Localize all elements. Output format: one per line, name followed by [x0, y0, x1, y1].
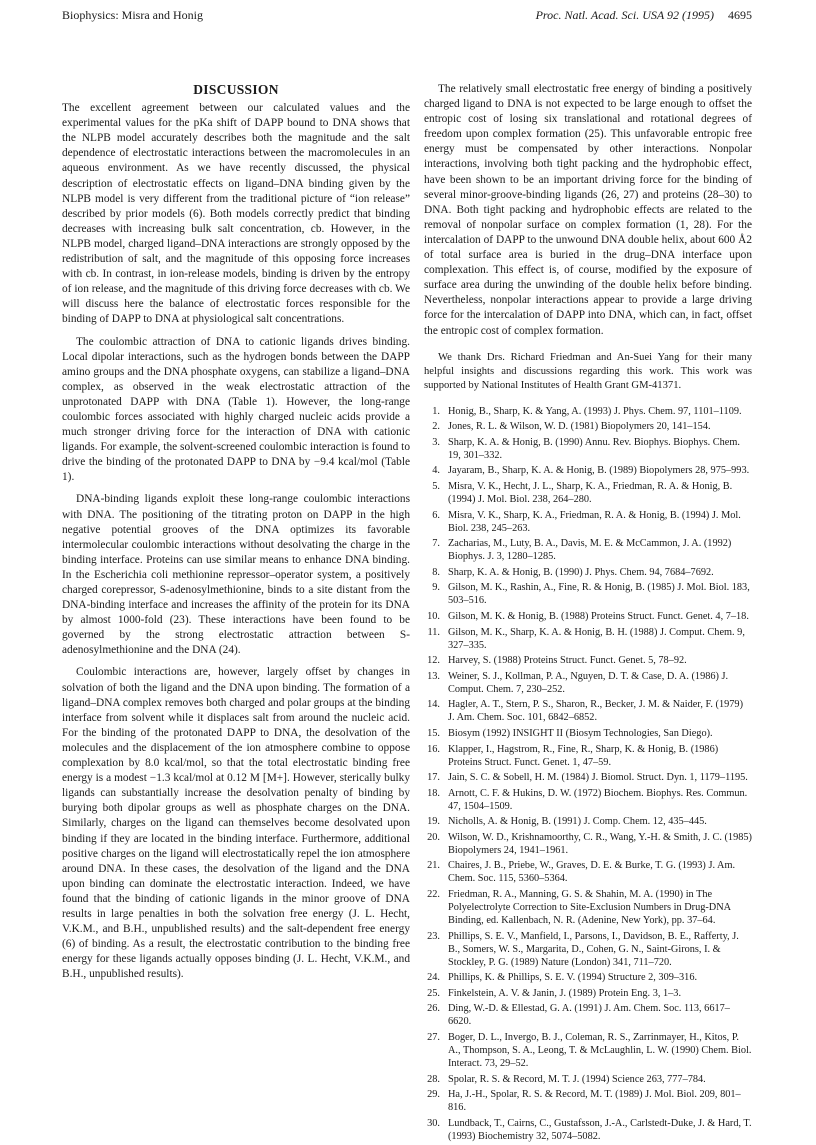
- reference-text: Nicholls, A. & Honig, B. (1991) J. Comp. Chem. 12, 435–445.: [448, 816, 707, 828]
- reference-number: 21.: [427, 860, 440, 872]
- reference-number: 19.: [427, 816, 440, 828]
- reference-number: 3.: [432, 436, 440, 448]
- reference-item: [424, 971, 752, 984]
- reference-number: 6.: [432, 509, 440, 521]
- reference-number: 8.: [432, 566, 440, 578]
- reference-text: Misra, V. K., Sharp, K. A., Friedman, R. A. & Honig, B. (1994) J. Mol. Biol. 238, 245–263.: [448, 509, 741, 534]
- reference-text: Jayaram, B., Sharp, K. A. & Honig, B. (1989) Biopolymers 28, 975–993.: [448, 465, 750, 477]
- reference-number: 17.: [427, 772, 440, 784]
- left-column: [62, 82, 410, 989]
- reference-text: Misra, V. K., Hecht, J. L., Sharp, K. A., Friedman, R. A. & Honig, B. (1994) J. Mol. Biol. 238, 264–280.: [448, 480, 733, 505]
- reference-number: 5.: [432, 480, 440, 492]
- reference-text: Boger, D. L., Invergo, B. J., Coleman, R. S., Zarrinmayer, H., Kitos, P. A., Thompson, S. A., Leong, T. & McLaughlin, L. W. (1990) Chem. Biol. Interact. 73, 29–52.: [448, 1032, 752, 1070]
- reference-number: 30.: [427, 1117, 440, 1129]
- reference-text: Honig, B., Sharp, K. & Yang, A. (1993) J. Phys. Chem. 97, 1101–1109.: [448, 405, 742, 417]
- reference-number: 26.: [427, 1003, 440, 1015]
- reference-text: Ha, J.-H., Spolar, R. S. & Record, M. T. (1989) J. Mol. Biol. 209, 801–816.: [448, 1089, 741, 1114]
- paragraph: Coulombic interactions are, however, largely offset by changes in solvation of both the ligand and the DNA upon binding. The formation of a ligand–DNA complex removes both charged and polar groups at the binding interface from solvent while it displaces salt from around the nucleic acid. For the binding of the protonated DAPP to DNA, the desolvation of the molecules and the displacement of the ion atmosphere combine to oppose complexation by 8.0 kcal/mol, so that the total electrostatic binding free energy is a modest −1.3 kcal/mol at 0.12 M [M+]. However, sterically bulky ligands can substantially increase the desolvation penalty of binding by burying both dipolar groups as well as phosphate charges on the DNA. Similarly, charges on the ligand can themselves become desolvated upon binding if they are located in the binding interface. Furthermore, additional positive charges on the ligand will electrostatically repel the ion atmosphere around DNA. In these cases, the desolvation of the ligand and the DNA upon binding can dominate the electrostatic interaction. Indeed, we have found that the binding of cationic ligands in the minor groove of DNA results in large penalties in both the solvation free energy (J. L. Hecht, V.K.M., and B.H., unpublished results) and the salt-dependent free energy (6) of binding. As a result, the electrostatic contribution to the binding free energy for these ligands actually opposes binding (J. L. Hecht, V.K.M., and B.H., unpublished results).: [62, 666, 410, 981]
- reference-text: Jones, R. L. & Wilson, W. D. (1981) Biopolymers 20, 141–154.: [448, 421, 711, 433]
- paragraph: The excellent agreement between our calculated values and the experimental values for the pKa shift of DAPP bound to DNA shows that the NLPB model accurately describes both the magnitude and the salt dependence of electrostatic interactions between the macromolecules in an aqueous environment. As we have recently discussed, the physical description of electrostatic effects on ligand–DNA binding given by the NLPB model is very different from the traditional picture of “ion release” described by prior models (6). Both models correctly predict that binding decreases with increasing bulk salt concentration, cb. However, in the NLPB model, charged ligand–DNA interactions are strongly opposed by the redistribution of salt, and the magnitude of this opposing force increases with cb. In contrast, in ion-release models, binding is driven by the entropy of ion release, and the magnitude of this driving force decreases with cb. We will discuss here the balance of electrostatic forces responsible for the binding of DAPP to DNA at physiological salt concentrations.: [62, 102, 410, 326]
- reference-text: Zacharias, M., Luty, B. A., Davis, M. E. & McCammon, J. A. (1992) Biophys. J. 3, 1280–1285.: [448, 538, 732, 563]
- header-journal-info: [536, 8, 752, 23]
- reference-item: [424, 581, 752, 607]
- reference-number: 2.: [432, 421, 440, 433]
- page-number: 4695: [728, 8, 752, 22]
- reference-text: Hagler, A. T., Stern, P. S., Sharon, R., Becker, J. M. & Naider, F. (1979) J. Am. Chem. Soc. 101, 6842–6852.: [448, 699, 743, 724]
- reference-text: Biosym (1992) INSIGHT II (Biosym Technologies, San Diego).: [448, 727, 713, 739]
- reference-text: Gilson, M. K. & Honig, B. (1988) Proteins Struct. Funct. Genet. 4, 7–18.: [448, 610, 749, 622]
- paragraph: The relatively small electrostatic free energy of binding a positively charged ligand to DNA is not expected to be large enough to offset the entropic cost of losing six translational and rotational degrees of freedom upon complex formation (25). This unfavorable entropic free energy must be compensated by other interactions. Nonpolar interactions, involving both tight packing and the hydrophobic effect, have been shown to be an important driving force for the binding of several minor-groove-binding ligands (26, 27) and proteins (28–30) to DNA. Both tight packing and hydrophobic effects are related to the removal of nonpolar surface on complex formation (1, 28). For the intercalation of DAPP to the unwound DNA double helix, about 600 Å2 of total surface area is buried in the drug–DNA interface upon complexation. This effect is, of course, modified by the exposure of surface area during the unwinding of the double helix before binding. Nevertheless, nonpolar interactions appear to provide a large driving force for the intercalation of DAPP into DNA, which can, in fact, offset the entropic cost of complex formation.: [424, 83, 752, 337]
- reference-item: [424, 698, 752, 724]
- reference-item: [424, 987, 752, 1000]
- reference-item: [424, 1117, 752, 1143]
- reference-item: [424, 670, 752, 696]
- paragraph: DNA-binding ligands exploit these long-range coulombic interactions with DNA. The positioning of the titrating proton on DAPP in the high negative potential grooves of the DNA optimizes its favorable intermolecular coulombic interactions without desolvating the charge in the binding interface. Proteins can use similar means to enhance DNA binding. In the Escherichia coli methionine repressor–operator system, a positively charged corepressor, S-adenosylmethionine, binds to a site distant from the DNA-binding interface and increases the affinity of the protein for its DNA by almost 1000-fold (23). These interactions have been found to be governed by the strong electrostatic attraction between S-adenosylmethionine and the DNA (24).: [62, 493, 410, 657]
- paragraph: The coulombic attraction of DNA to cationic ligands drives binding. Local dipolar interactions, such as the hydrogen bonds between the DAPP amino groups and the DNA phosphate oxygens, can stabilize a ligand–DNA complex, as observed in the weak electrostatic attraction of the unprotonated DAPP with DNA (Table 1). However, the long-range coulombic forces associated with highly charged nucleic acids provide a much stronger driving force for the interaction of DNA with cationic ligands. For example, the solvent-screened coulombic interaction is found to drive the binding of the protonated DAPP to DNA by −9.4 kcal/mol (Table 1).: [62, 335, 410, 484]
- reference-number: 7.: [432, 538, 440, 550]
- reference-number: 1.: [432, 405, 440, 417]
- reference-item: [424, 420, 752, 433]
- reference-item: [424, 566, 752, 579]
- reference-list: [424, 405, 752, 1143]
- section-title: DISCUSSION: [193, 82, 279, 97]
- reference-number: 13.: [427, 670, 440, 682]
- reference-item: [424, 1031, 752, 1070]
- reference-text: Gilson, M. K., Sharp, K. A. & Honig, B. H. (1988) J. Comput. Chem. 9, 327–335.: [448, 626, 745, 651]
- reference-text: Phillips, K. & Phillips, S. E. V. (1994) Structure 2, 309–316.: [448, 972, 698, 984]
- reference-text: Chaires, J. B., Priebe, W., Graves, D. E. & Burke, T. G. (1993) J. Am. Chem. Soc. 115, 5360–5364.: [448, 860, 736, 885]
- reference-item: [424, 405, 752, 418]
- reference-item: [424, 1088, 752, 1114]
- reference-text: Phillips, S. E. V., Manfield, I., Parsons, I., Davidson, B. E., Rafferty, J. B., Somers, W. S., Margarita, D., Cohen, G. N., Saint-Girons, I. & Stockley, P. G. (1989) Nature (London) 341, 711–720.: [448, 930, 739, 968]
- reference-number: 9.: [432, 582, 440, 594]
- reference-item: [424, 930, 752, 969]
- reference-item: [424, 888, 752, 927]
- reference-text: Sharp, K. A. & Honig, B. (1990) J. Phys. Chem. 94, 7684–7692.: [448, 566, 714, 578]
- reference-number: 16.: [427, 743, 440, 755]
- reference-text: Weiner, S. J., Kollman, P. A., Nguyen, D. T. & Case, D. A. (1986) J. Comput. Chem. 7, 230–252.: [448, 670, 729, 695]
- reference-item: [424, 727, 752, 740]
- reference-text: Ding, W.-D. & Ellestad, G. A. (1991) J. Am. Chem. Soc. 113, 6617–6620.: [448, 1003, 730, 1028]
- reference-item: [424, 537, 752, 563]
- reference-number: 20.: [427, 831, 440, 843]
- running-header: [62, 8, 752, 28]
- reference-text: Wilson, W. D., Krishnamoorthy, C. R., Wang, Y.-H. & Smith, J. C. (1985) Biopolymers 24, 1941–1961.: [448, 831, 752, 856]
- reference-item: [424, 610, 752, 623]
- right-column: [424, 82, 752, 1145]
- reference-item: [424, 771, 752, 784]
- reference-text: Spolar, R. S. & Record, M. T. J. (1994) Science 263, 777–784.: [448, 1073, 706, 1085]
- reference-number: 11.: [427, 626, 440, 638]
- reference-number: 12.: [427, 655, 440, 667]
- reference-number: 22.: [427, 889, 440, 901]
- reference-item: [424, 464, 752, 477]
- reference-item: [424, 654, 752, 667]
- reference-number: 15.: [427, 727, 440, 739]
- reference-number: 28.: [427, 1073, 440, 1085]
- reference-text: Klapper, I., Hagstrom, R., Fine, R., Sharp, K. & Honig, B. (1986) Proteins Struct. Funct. Genet. 1, 47–59.: [448, 743, 719, 768]
- reference-text: Harvey, S. (1988) Proteins Struct. Funct. Genet. 5, 78–92.: [448, 655, 687, 667]
- reference-item: [424, 436, 752, 462]
- reference-text: Friedman, R. A., Manning, G. S. & Shahin, M. A. (1990) in The Polyelectrolyte Correction to Site-Exclusion Numbers in Drug-DNA Binding, ed. Kallenbach, N. R. (Adenine, New York), pp. 37–64.: [448, 889, 731, 927]
- reference-item: [424, 787, 752, 813]
- reference-item: [424, 831, 752, 857]
- reference-number: 25.: [427, 987, 440, 999]
- reference-number: 14.: [427, 699, 440, 711]
- reference-number: 29.: [427, 1089, 440, 1101]
- reference-text: Sharp, K. A. & Honig, B. (1990) Annu. Rev. Biophys. Biophys. Chem. 19, 301–332.: [448, 436, 740, 461]
- reference-text: Finkelstein, A. V. & Janin, J. (1989) Protein Eng. 3, 1–3.: [448, 987, 682, 999]
- reference-number: 4.: [432, 465, 440, 477]
- acknowledgment: We thank Drs. Richard Friedman and An-Suei Yang for their many helpful insights and discussions regarding this work. This work was supported by National Institutes of Health Grant GM-41371.: [424, 351, 752, 391]
- reference-text: Jain, S. C. & Sobell, H. M. (1984) J. Biomol. Struct. Dyn. 1, 1179–1195.: [448, 772, 748, 784]
- reference-item: [424, 626, 752, 652]
- reference-item: [424, 1002, 752, 1028]
- reference-item: [424, 1073, 752, 1086]
- reference-item: [424, 815, 752, 828]
- reference-item: [424, 509, 752, 535]
- reference-number: 23.: [427, 930, 440, 942]
- reference-number: 27.: [427, 1032, 440, 1044]
- reference-text: Arnott, C. F. & Hukins, D. W. (1972) Biochem. Biophys. Res. Commun. 47, 1504–1509.: [448, 787, 748, 812]
- header-journal: Proc. Natl. Acad. Sci. USA 92 (1995): [535, 8, 714, 22]
- reference-text: Gilson, M. K., Rashin, A., Fine, R. & Honig, B. (1985) J. Mol. Biol. 183, 503–516.: [448, 582, 750, 607]
- reference-item: [424, 743, 752, 769]
- header-section-authors: Biophysics: Misra and Honig: [62, 8, 203, 22]
- reference-number: 24.: [427, 972, 440, 984]
- reference-text: Lundback, T., Cairns, C., Gustafsson, J.-A., Carlstedt-Duke, J. & Hard, T. (1993) Biochemistry 32, 5074–5082.: [448, 1117, 752, 1142]
- reference-number: 18.: [427, 787, 440, 799]
- reference-number: 10.: [427, 610, 440, 622]
- reference-item: [424, 859, 752, 885]
- reference-item: [424, 480, 752, 506]
